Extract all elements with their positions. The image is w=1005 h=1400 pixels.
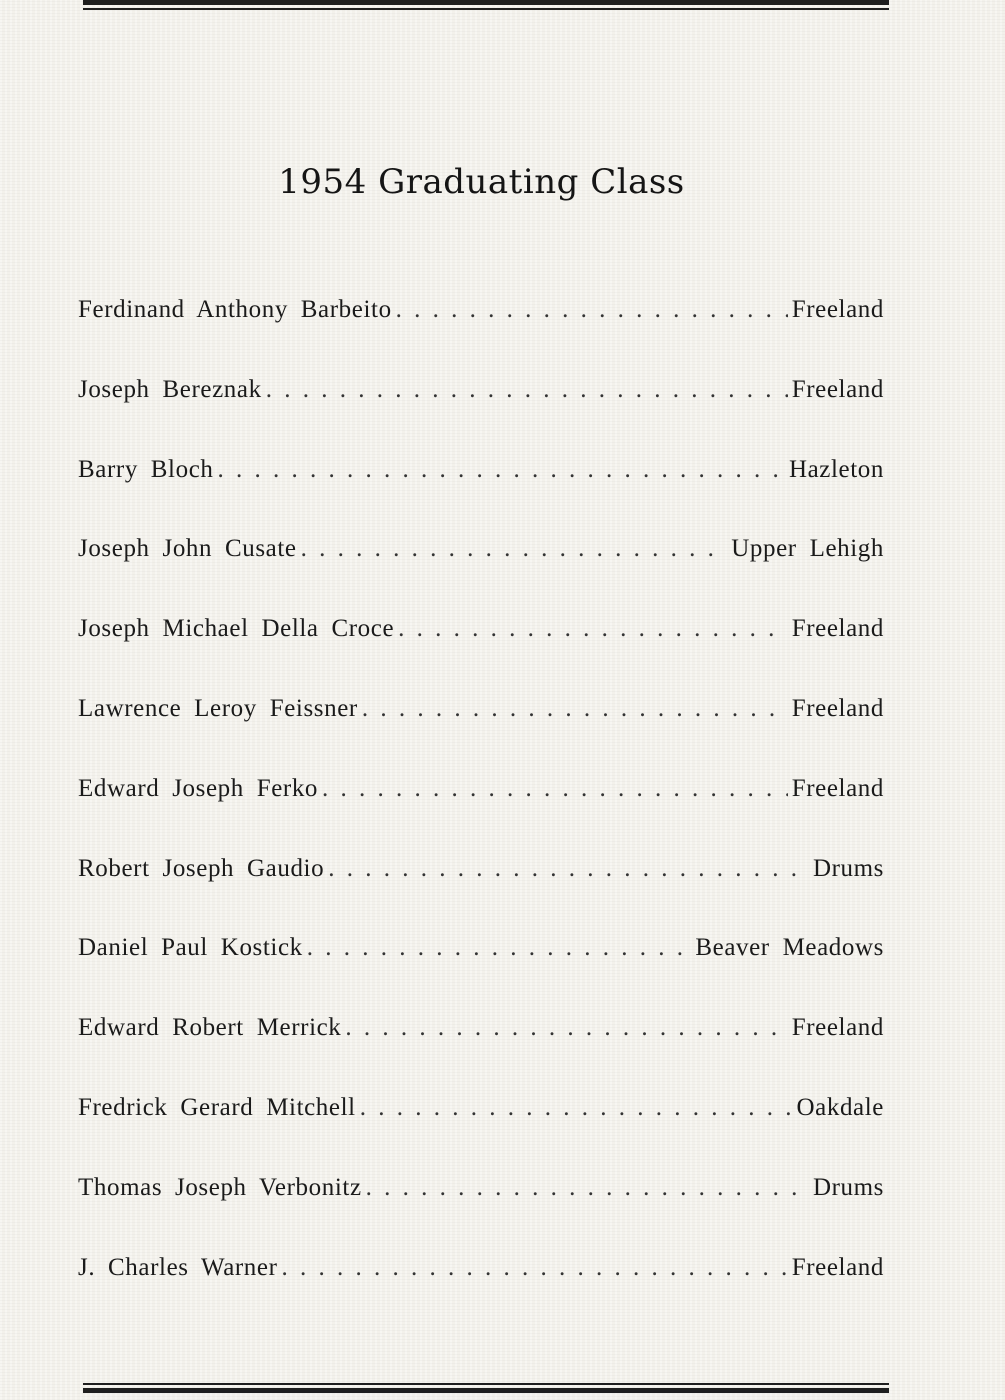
dot-leader xyxy=(301,535,728,563)
dot-leader xyxy=(366,1174,809,1202)
graduate-town: Drums xyxy=(812,1173,884,1201)
dot-leader xyxy=(398,615,788,643)
graduate-name: Daniel Paul Kostick xyxy=(78,934,303,962)
graduate-town: Oakdale xyxy=(796,1093,884,1121)
list-item xyxy=(78,934,884,1014)
graduate-name: Robert Joseph Gaudio xyxy=(78,854,325,882)
dot-leader xyxy=(322,775,788,803)
list-item xyxy=(78,376,884,456)
list-item xyxy=(78,296,884,376)
list-item xyxy=(78,1014,884,1094)
dot-leader xyxy=(328,855,809,883)
graduate-name: Joseph Bereznak xyxy=(78,375,262,403)
page-title: 1954 Graduating Class xyxy=(278,162,685,202)
bottom-border-rule xyxy=(83,1383,889,1393)
list-item xyxy=(78,1174,884,1254)
graduate-town: Hazleton xyxy=(788,455,884,483)
graduate-name: Lawrence Leroy Feissner xyxy=(78,694,358,722)
list-item xyxy=(78,1094,884,1174)
list-item xyxy=(78,855,884,935)
dot-leader xyxy=(282,1254,788,1282)
list-item xyxy=(78,535,884,615)
list-item xyxy=(78,615,884,695)
graduate-town: Beaver Meadows xyxy=(695,934,884,962)
graduate-name: Edward Robert Merrick xyxy=(78,1014,342,1042)
graduate-name: Fredrick Gerard Mitchell xyxy=(78,1093,356,1121)
graduate-town: Freeland xyxy=(791,694,884,722)
graduate-town: Freeland xyxy=(791,1253,884,1281)
graduate-name: Ferdinand Anthony Barbeito xyxy=(78,296,392,323)
graduate-name: Edward Joseph Ferko xyxy=(78,774,319,802)
top-border-rule xyxy=(83,0,889,10)
dot-leader xyxy=(362,695,788,723)
list-item xyxy=(78,775,884,855)
dot-leader xyxy=(266,376,788,404)
dot-leader xyxy=(360,1094,793,1122)
graduate-town: Upper Lehigh xyxy=(731,535,884,563)
graduate-town: Freeland xyxy=(791,296,884,323)
graduate-town: Freeland xyxy=(791,1014,884,1042)
graduate-name: Thomas Joseph Verbonitz xyxy=(78,1173,362,1201)
graduate-town: Freeland xyxy=(791,615,884,643)
list-item xyxy=(78,695,884,775)
graduate-name: J. Charles Warner xyxy=(78,1253,278,1281)
graduate-town: Drums xyxy=(812,854,884,882)
list-item xyxy=(78,1254,884,1334)
graduate-name: Joseph Michael Della Croce xyxy=(78,615,395,643)
dot-leader xyxy=(396,296,788,324)
graduate-name: Barry Bloch xyxy=(78,455,214,483)
list-item xyxy=(78,456,884,536)
dot-leader xyxy=(345,1014,787,1042)
dot-leader xyxy=(307,934,692,962)
graduate-list xyxy=(78,296,884,1333)
dot-leader xyxy=(218,456,785,484)
graduate-town: Freeland xyxy=(791,774,884,802)
graduate-town: Freeland xyxy=(791,375,884,403)
graduate-name: Joseph John Cusate xyxy=(78,535,297,563)
